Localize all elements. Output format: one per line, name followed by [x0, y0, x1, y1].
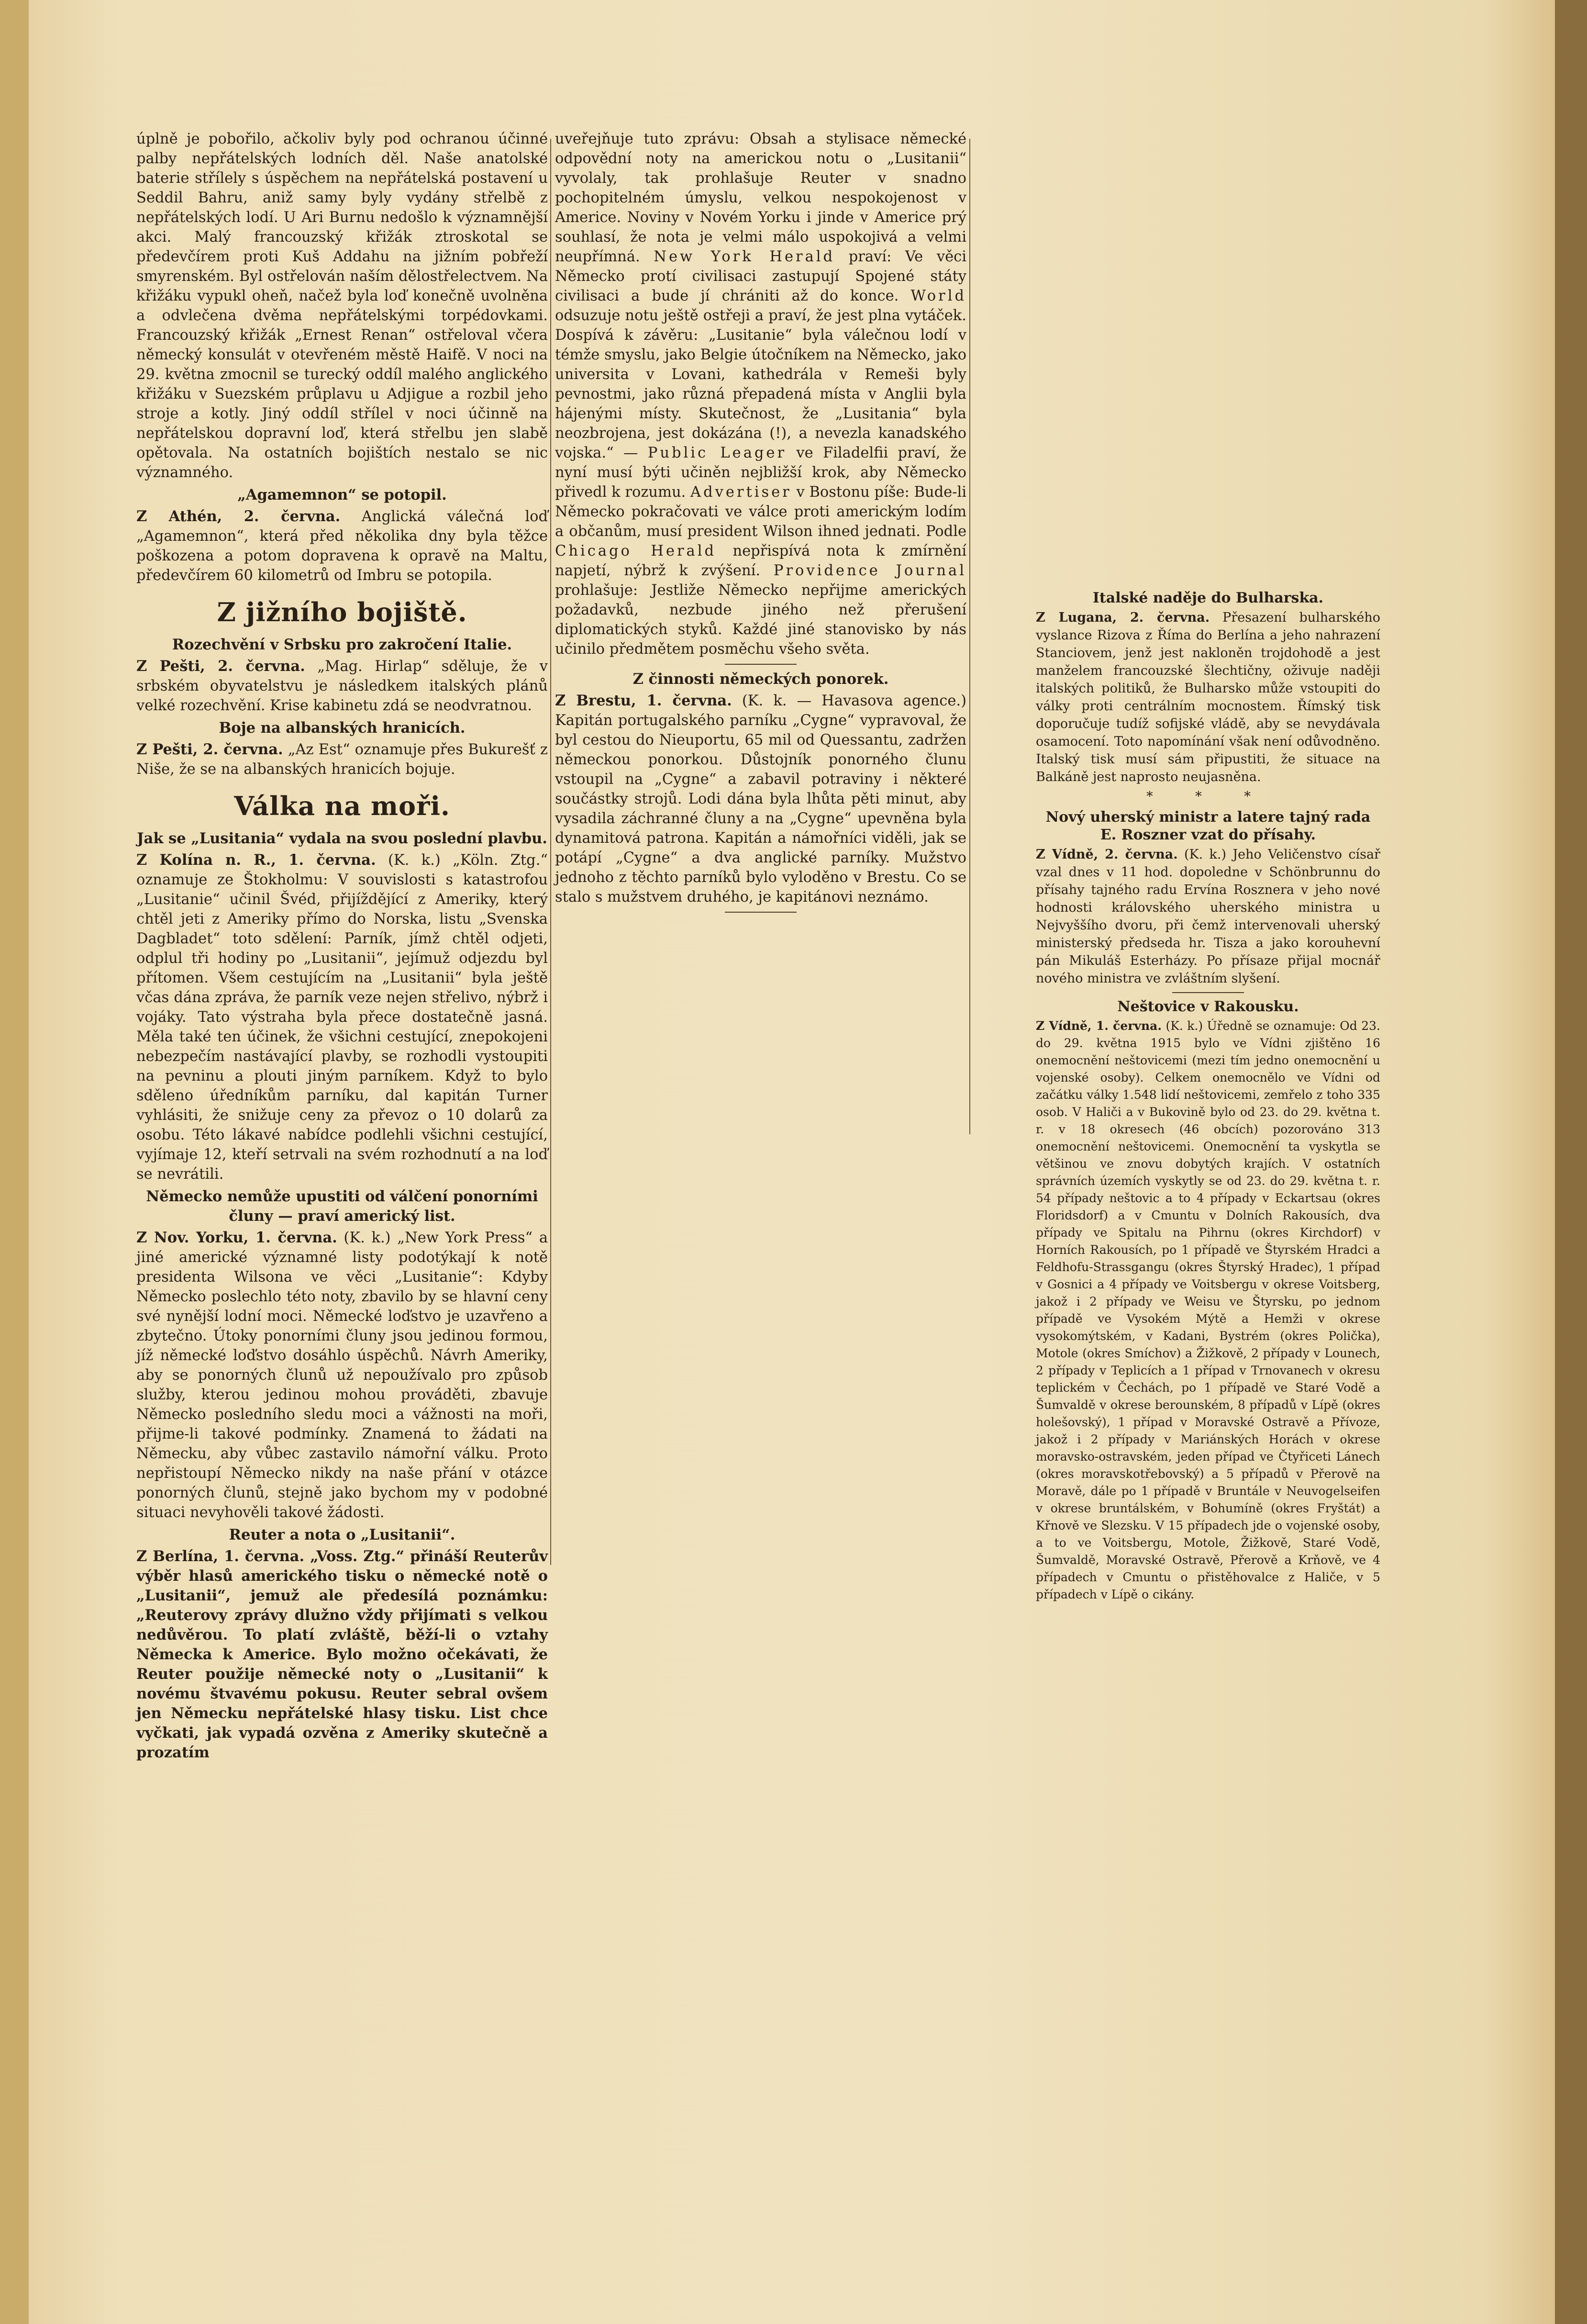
article-body: „Mag. Hirlap“ sděluje, že v srbském obyvatelstvu je následkem italských plánů velké rozechvění. Krise kabinetu zdá se neodvratnou. — [136, 658, 548, 714]
section-heading: Válka na moři. — [234, 791, 450, 821]
article-text: úplně je pobořilo, ačkoliv byly pod ochranou účinné palby nepřátelských lodních děl. Naše anatolské baterie střílely s úspěchem na nepřátelská postavení u Seddil Bahru, aniž samy byly vydány střelbě z nepřátelských lodí. U Ari Burnu nedošlo k významnější akci. Malý francouzský křižák ztroskotal se předevčírem proti Kuš Addahu na jižním pobřeží smyrenském. Byl ostřelován naším dělostřelectvem. Na křižáku vypukl oheň, načež byla loď konečně uvolněna a odvlečena dvěma nepřátelskými torpédovkami. Francouzský křižák „Ernest Renan“ ostřeloval včera německý konsulát v otevřeném městě Haifě. V noci na 29. května zmocnil se turecký oddíl malého anglického křižáku v Suezském průplavu u Adjigue a rozbil jeho stroje a kotly. Jiný oddíl střílel v noci účinně na nepřátelskou dopravní loď, která střelbu jen slabě opětovala. Na ostatních bojištích nestalo se nic významného. — [136, 131, 548, 481]
article-body: nepřispívá nota k zmírnění napjetí, nýbrž k zvýšení. — [555, 543, 966, 579]
subheading: Neštovice v Rakousku. — [1117, 998, 1299, 1015]
newspaper-name: Providence Journal — [773, 562, 966, 579]
article-body: uveřejňuje tuto zprávu: Obsah a stylisace německé odpovědní noty na americkou notu o „Lusitanii“ vyvolaly, tak prohlašuje Reuter v snadno pochopitelném úmyslu, velkou nespokojenost v Americe. Noviny v Novém Yorku i jinde v Americe prý souhlasí, že nota je velmi málo uspokojivá a velmi neupřímná. — [555, 131, 966, 265]
article-body: v Bostonu píše: Bude-li Německo pokračovati ve válce proti americkým lodím a občanům, musí president Wilson ihned jednati. Podle — [555, 484, 966, 540]
subheading: Boje na albanských hranicích. — [219, 719, 466, 737]
column-divider — [550, 139, 551, 1565]
article-text — [136, 1547, 548, 1763]
article-body: odsuzuje notu ještě ostřeji a praví, že jest plna vytáček. Dospívá k závěru: „Lusitanie“ byla válečnou lodí v témže smyslu, jako Belgie útočníkem na Německo, jako universita v Lovani, kathedrála v Remeši byly pevnostmi, jako různá přepadená místa v Anglii byla hájenými místy. Skutečnost, že „Lusitania“ byla neozbrojena, jest dokázána (!), a nevezla kanadského vojska.“ — — [555, 307, 966, 461]
dateline: Z Vídně, 1. června. — [1036, 1019, 1162, 1033]
article-text — [136, 657, 548, 715]
separator-rule — [725, 664, 797, 665]
dateline: Z Vídně, 2. června. — [1036, 847, 1178, 862]
newspaper-name: New York Herald — [654, 248, 835, 265]
subheading: Z činnosti německých ponorek. — [633, 670, 889, 688]
page-edge-band — [1555, 0, 1587, 2324]
separator-rule — [1172, 992, 1244, 993]
article-body: (K. k.) Úředně se oznamuje: Od 23. do 29. května 1915 bylo ve Vídni zjištěno 16 onemocnění neštovicemi (mezi tím jedno onemocnění u vojenské osoby). Celkem onemocnělo ve Vídni od začátku války 1.548 lidí neštovicemi, zemřelo z toho 335 osob. V Haliči a v Bukovině bylo od 23. do 29. května t. r. v 18 okresech (46 obcích) pozorováno 313 onemocnění neštovicemi. Onemocnění ta vyskytla se většinou ve znovu dobytých krajích. V ostatních správních územích vyskytly se od 23. do 29. května t. r. 54 případy neštovic a to 4 případy v Eckartsau (okres Floridsdorf) a v Cmuntu v Dolních Rakousích, dva případy ve Spitalu na Pihrnu (okres Kirchdorf) v Horních Rakousích, po 1 případě ve Štyrském Hradci a Feldhofu-Strassgangu (okres Štyrský Hradec), 1 případ v Gosnici a 4 případy ve Voitsbergu v okrese Voitsberg, jakož i 2 případy ve Weisu ve Štyrsku, po jednom případě ve Vysokém Mýtě a Hemži v okrese vysokomýtském, v Kadani, Bystrém (okres Polička), Motole (okres Smíchov) a Žižkově, 2 případy v Lounech, 2 případy v Teplicích a 1 případ v Trnovanech v okresu teplickém v Čechách, po 1 případě ve Staré Vodě a Šumvaldě v okrese berounském, 8 případů v Lípě (okres holešovský), 1 případ v Moravské Ostravě a Přívoze, jakož i 2 případy v Mariánských Horách v okrese moravsko-ostravském, jeden případ ve Čtyřiceti Lánech (okres moravskotřebovský) a 5 případů v Přerově na Moravě, dále po 1 případě v Bruntále v Neuvogelseifen v okrese bruntálském, v Bohumíně (okres Fryštát) a Křnově ve Slezsku. V 15 případech jde o vojenské osoby, a to ve Voitsbergu, Motole, Žižkově, Staré Vodě, Šumvaldě, Moravské Ostravě, Přerově a Krňově, ve 4 případech v Cmuntu o přistěhovalce z Haliče, v 5 případech v Lípě o cikány. — [1036, 1019, 1380, 1601]
subheading: Italské naděje do Bulharska. — [1092, 590, 1324, 606]
dateline: Z Nov. Yorku, 1. června. — [136, 1229, 337, 1246]
column-2 — [555, 129, 966, 917]
column-divider — [969, 139, 970, 1134]
separator-rule — [725, 912, 797, 913]
article-text — [555, 129, 966, 659]
newspaper-name: World — [910, 288, 966, 304]
newspaper-name: Chicago Herald — [555, 543, 717, 559]
article-body: (K. k. — Havasova agence.) Kapitán portugalského parníku „Cygne“ vypravoval, že byl cestou do Nieuportu, 65 mil od Quessantu, zadržen německou ponorkou. Důstojník ponorného člunu vstoupil na „Cygne“ a zabavil potraviny i některé součástky strojů. Lodi dána byla lhůta pěti minut, aby vysadila záchranné čluny a na „Cygne“ upevněna byla dynamitová patrona. Kapitán a námořníci viděli, jak se potápí „Cygne“ a dva anglické parníky. Mužstvo jednoho z těchto parníků bylo vyloděno v Brestu. Co se stalo s mužstvem druhého, je kapitánovi neznámo. — [555, 693, 967, 905]
article-body: „Voss. Ztg.“ přináší Reuterův výběr hlasů amerického tisku o německé notě o „Lusitanii“, jemuž ale předesílá poznámku: „Reuterovy zprávy dlužno vždy přijímati s velkou nedůvěrou. To platí zvláště, běží-li o vztahy Německa k Americe. Bylo možno očekávati, že Reuter použije německé noty o „Lusitanii“ k novému štvavému pokusu. Reuter sebral ovšem jen Německu nepřátelské hlasy tisku. List chce vyčkati, jak vypadá ozvěna z Ameriky skutečně a prozatím — [136, 1548, 548, 1761]
section-heading: Z jižního bojiště. — [217, 597, 467, 627]
dateline: Z Brestu, 1. června. — [555, 692, 732, 709]
separator-stars: * * * — [1146, 789, 1270, 804]
article-body: (K. k.) „Köln. Ztg.“ oznamuje ze Štokholmu: V souvislosti s katastrofou „Lusitanie“ učinil Švéd, přijíždějící z Ameriky, který chtěl jeti z Ameriky přímo do Norska, listu „Svenska Dagbladet“ toto sdělení: Parník, jímž chtěl odjeti, odplul tři hodiny po „Lusitanii“, jejímuž odjezdu byl přítomen. Všem cestujícím na „Lusitanii“ byla ještě včas dána zpráva, že parník veze nejen střelivo, nýbrž i vojáky. Tato výstraha byla přece dostatečně jasná. Měla také ten účinek, že všichni cestující, znepokojeni nebezpečím nastávající plavby, se rozhodli vystoupiti na pevninu a plouti jiným parníkem. Když to bylo sděleno úředníkům parníku, dal kapitán Turner vyhlásiti, že snižuje ceny za převoz o 10 dolarů za osobu. Této lákavé nabídce podlehli všichni cestující, vyjímaje 12, kteří setrvali na svém rozhodnutí a na loď se nevrátili. — [136, 852, 548, 1183]
article-text — [136, 740, 548, 779]
subheading: Reuter a nota o „Lusitanii“. — [229, 1526, 455, 1543]
dateline: Z Berlína, 1. června. — [136, 1548, 305, 1565]
subheading: Jak se „Lusitania“ vydala na svou poslední plavbu. — [137, 830, 547, 847]
dateline: Z Kolína n. R., 1. června. — [136, 851, 376, 869]
article-body: „Az Est“ oznamuje přes Bukurešť z Niše, že se na albanských hranicích bojuje. — [136, 741, 548, 778]
dateline: Z Lugana, 2. června. — [1036, 610, 1210, 625]
dateline: Z Pešti, 2. června. — [136, 741, 283, 758]
article-text — [555, 691, 966, 907]
article-text — [136, 507, 548, 585]
column-1 — [136, 129, 548, 1763]
newspaper-name: Advertiser — [690, 484, 792, 501]
subheading: Německo nemůže upustiti od válčení ponorními čluny — praví americký list. — [146, 1188, 538, 1225]
dateline: Z Athén, 2. června. — [136, 508, 341, 525]
article-text — [1036, 609, 1380, 786]
article-body: Přesazení bulharského vyslance Rizova z Říma do Berlína a jeho nahrazení Stanciovem, jenž jest nakloněn trojdohodě a jest manželem francouzské šlechtičny, oživuje naději italských politiků, že Bulharsko může vstoupiti do války proti centrálním mocnostem. Římský tisk doporučuje tudíž sofijské vládě, aby se nevydávala osamocení. Toto napomínání však není odůvodněno. Italský tisk musí sám připustiti, že situace na Balkáně jest naprosto neujasněna. — [1036, 610, 1380, 784]
article-text — [136, 850, 548, 1184]
article-text — [1036, 846, 1380, 987]
article-body: praví: Ve věci Německo protí civilisaci zastupují Spojené státy civilisaci a bude jí chrániti až do konce. — [555, 248, 966, 304]
subheading: Rozechvění v Srbsku pro zakročení Italie. — [172, 636, 512, 653]
article-text — [1036, 1017, 1380, 1603]
article-body: prohlašuje: Jestliže Německo nepřijme amerických požadavků, nezbude jiného než přerušení diplomatických styků. Každé jiné stanovisko by nás učinilo předmětem posměchu všeho světa. — [555, 582, 966, 658]
subheading: „Agamemnon“ se potopil. — [237, 486, 447, 503]
article-body: (K. k.) „New York Press“ a jiné americké významné listy podotýkají k notě presidenta Wilsona ve věci „Lusitanie“: Kdyby Německo poslechlo této noty, zbavilo by se hlavní ceny své nynější lodní moci. Německé loďstvo je uzavřeno a zbytečno. Útoky ponorními čluny jsou jedinou formou, jíž německé loďstvo dosáhlo úspěchů. Návrh Ameriky, aby se ponorných člunů už nepoužívalo pro způsob služby, kterou jedinou mohou prováděti, zbavuje Německo posledního sledu moci a vážnosti na moři, přijme-li takové podmínky. Znamená to žádati na Německu, aby vůbec zastavilo námořní válku. Proto nepřistoupí Německo nikdy na naše přání v otázce ponorných člunů, stejně jako bychom my v podobné situaci nevyhověli takové žádosti. — [136, 1229, 548, 1521]
subheading: Nový uherský ministr a latere tajný rada E. Roszner vzat do přísahy. — [1045, 809, 1371, 843]
article-body: ve Filadelfii praví, že nyní musí býti učiněn nejbližší krok, aby Německo přivedl k rozumu. — [555, 445, 966, 501]
dateline: Z Pešti, 2. června. — [136, 658, 305, 675]
article-body: (K. k.) Jeho Veličenstvo císař vzal dnes v 11 hod. dopoledne v Schönbrunnu do přísahy tajného radu Ervína Rosznera v jeho nové hodnosti královského uherského ministra u Nejvyššího dvoru, při čemž intervenovali uherský ministerský předseda hr. Tisza a jako korouhevní pán Mikuláš Esterházy. Po přísaze přijal mocnář nového ministra ve zvláštním slyšení. — [1036, 847, 1380, 986]
column-3 — [1036, 586, 1380, 1603]
newspaper-name: Public Leager — [647, 445, 787, 461]
article-body: Anglická válečná loď „Agamemnon“, která před několika dny byla těžce poškozena a potom dopravena k opravě na Maltu, předevčírem 60 kilometrů od Imbru se potopila. — [136, 508, 548, 584]
article-text — [136, 1228, 548, 1522]
